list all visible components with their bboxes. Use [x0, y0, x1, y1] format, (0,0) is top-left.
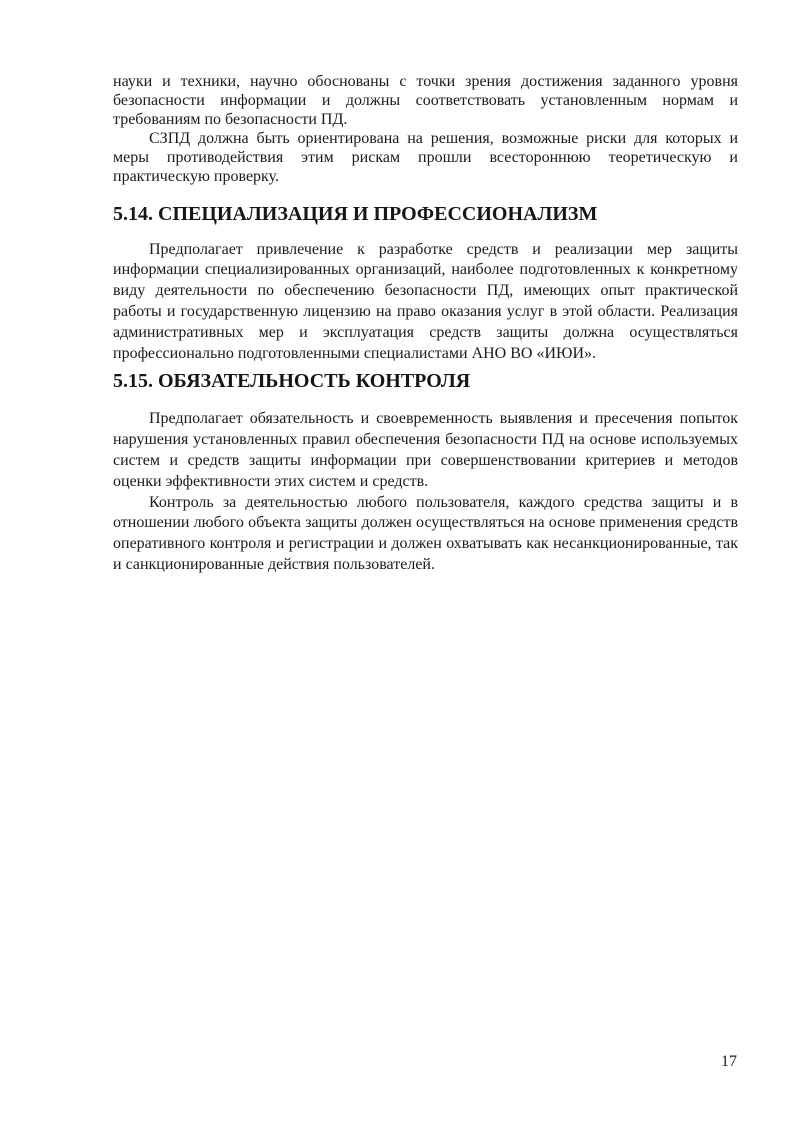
text-block: [113, 72, 738, 576]
paragraph-5-15-2: Контроль за деятельностью любого пользователя, каждого средства защиты и в отношении любого объекта защиты должен осуществляться на основе применения средств оперативного контроля и регистрации и должен охватывать как несанкционированные, так и санкционированные действия пользователей.: [113, 493, 738, 573]
paragraph-continuation-2: СЗПД должна быть ориентирована на решения, возможные риски для которых и меры противодействия этим рискам прошли всестороннюю теоретическую и практическую проверку.: [113, 130, 738, 186]
page-number: 17: [721, 1053, 737, 1070]
section-heading-5-15: 5.15. ОБЯЗАТЕЛЬНОСТЬ КОНТРОЛЯ: [113, 370, 471, 393]
section-heading-5-14: 5.14. СПЕЦИАЛИЗАЦИЯ И ПРОФЕССИОНАЛИЗМ: [113, 202, 598, 225]
paragraph-5-15-1: Предполагает обязательность и своевременность выявления и пресечения попыток нарушения установленных правил обеспечения безопасности ПД на основе используемых систем и средств защиты информации при совершенствовании критериев и методов оценки эффективности этих систем и средств.: [113, 410, 738, 490]
paragraph-continuation-1: науки и техники, научно обоснованы с точки зрения достижения заданного уровня безопасности информации и должны соответствовать установленным нормам и требованиям по безопасности ПД.: [113, 73, 738, 129]
paragraph-5-14-1: Предполагает привлечение к разработке средств и реализации мер защиты информации специализированных организаций, наиболее подготовленных к конкретному виду деятельности по обеспечению безопасности ПД, имеющих опыт практической работы и государственную лицензию на право оказания услуг в этой области. Реализация административных мер и эксплуатация средств защиты должна осуществляться профессионально подготовленными специалистами АНО ВО «ИЮИ».: [113, 240, 738, 362]
